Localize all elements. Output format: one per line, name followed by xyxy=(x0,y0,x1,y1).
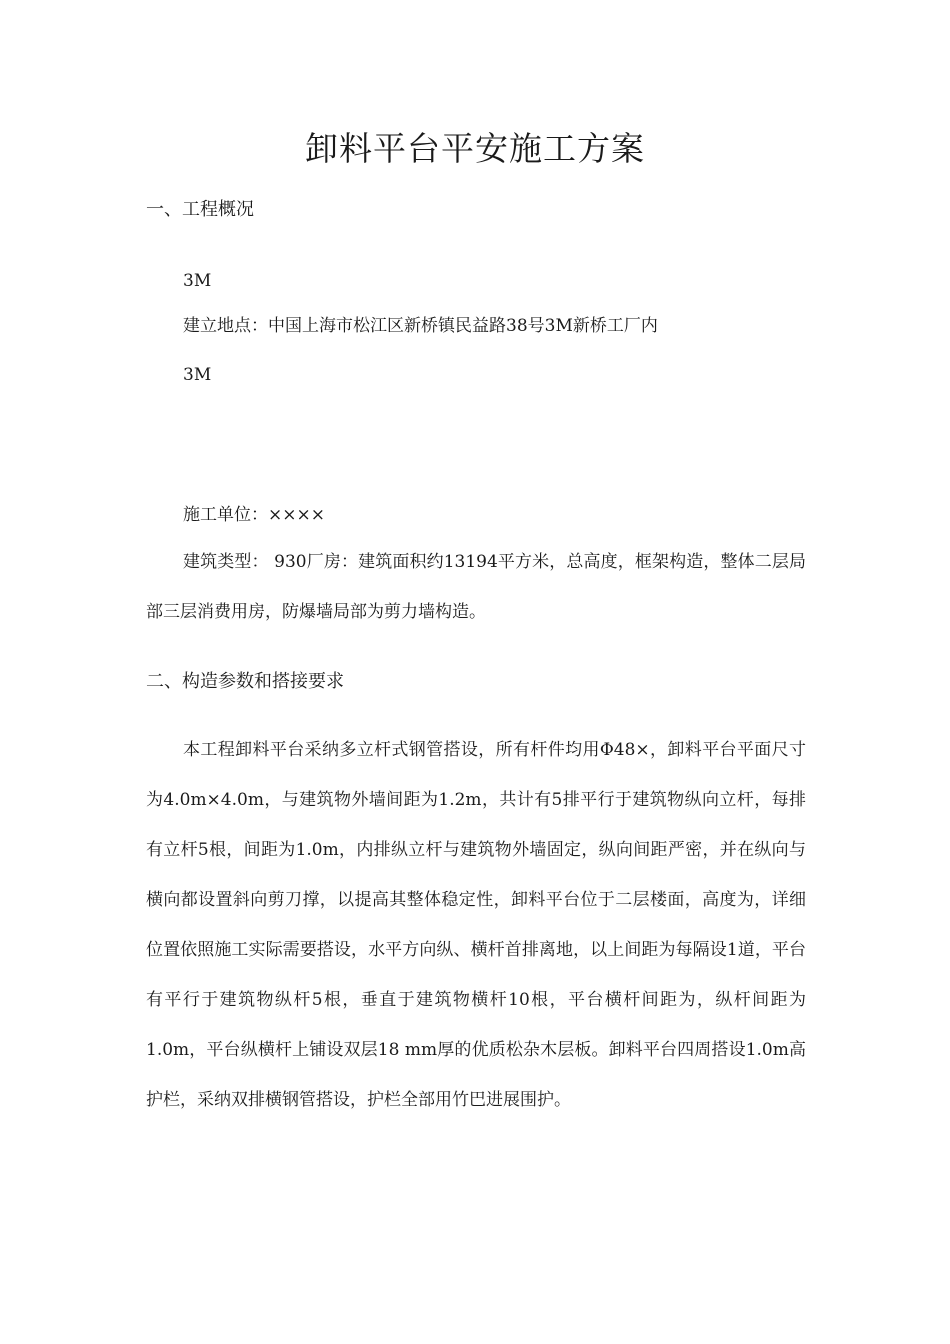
section-heading-overview: 一、工程概况 xyxy=(146,199,254,220)
overview-line-1: 3M xyxy=(183,271,212,291)
construction-location: 建立地点：中国上海市松江区新桥镇民益路38号3M新桥工厂内 xyxy=(183,316,658,336)
section-heading-structure: 二、构造参数和搭接要求 xyxy=(146,671,344,692)
construction-unit: 施工单位：×××× xyxy=(183,505,325,525)
overview-line-3: 3M xyxy=(183,365,212,385)
document-title: 卸料平台平安施工方案 xyxy=(305,129,645,168)
building-type-paragraph: 建筑类型： 930厂房：建筑面积约13194平方米，总高度，框架构造，整体二层局部三层消费用房，防爆墙局部为剪力墙构造。 xyxy=(146,552,806,622)
structure-requirements-paragraph: 本工程卸料平台采纳多立杆式钢管搭设，所有杆件均用Φ48×，卸料平台平面尺寸为4.0m×4.0m，与建筑物外墙间距为1.2m，共计有5排平行于建筑物纵向立杆，每排有立杆5根，间距为1.0m，内排纵立杆与建筑物外墙固定，纵向间距严密，并在纵向与横向都设置斜向剪刀撑，以提高其整体稳定性，卸料平台位于二层楼面，高度为，详细位置依照施工实际需要搭设，水平方向纵、横杆首排离地，以上间距为每隔设1道，平台有平行于建筑物纵杆5根，垂直于建筑物横杆10根，平台横杆间距为，纵杆间距为1.0m，平台纵横杆上铺设双层18 mm厚的优质松杂木层板。卸料平台四周搭设1.0m高护栏，采纳双排横钢管搭设，护栏全部用竹巴进展围护。 xyxy=(146,740,806,1110)
